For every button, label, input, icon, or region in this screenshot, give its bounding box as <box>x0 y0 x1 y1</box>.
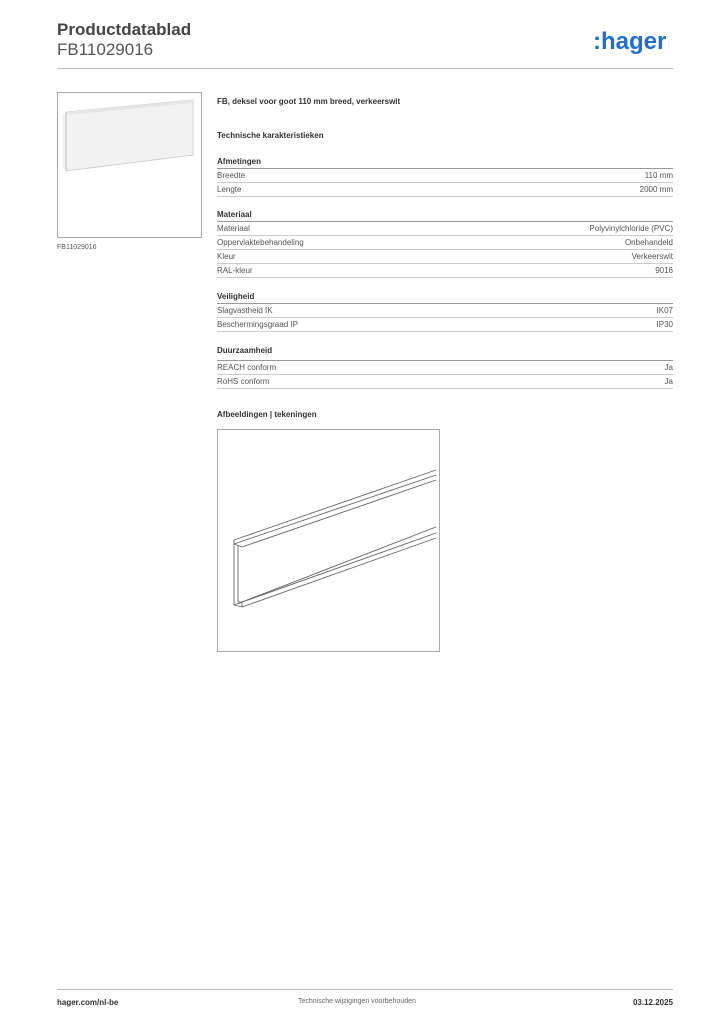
spec-group-title: Veiligheid <box>217 292 673 304</box>
spec-value: Verkeerswit <box>631 252 673 261</box>
spec-row <box>217 250 673 264</box>
spec-label: REACH conform <box>217 363 277 372</box>
spec-row <box>217 304 673 318</box>
cover-line-drawing <box>218 430 439 651</box>
spec-group-title: Afmetingen <box>217 157 673 169</box>
spec-label: RoHS conform <box>217 377 270 386</box>
spec-group-afmetingen <box>217 157 673 197</box>
spec-row <box>217 236 673 250</box>
header-divider <box>57 68 673 69</box>
footer-website[interactable]: hager.com/nl-be <box>57 998 119 1007</box>
spec-value: Onbehandeld <box>624 238 673 247</box>
product-code: FB11029016 <box>57 40 154 59</box>
spec-row <box>217 169 673 183</box>
spec-group-duurzaamheid <box>217 346 673 389</box>
footer-date: 03.12.2025 <box>632 998 673 1007</box>
spec-value: IP30 <box>656 320 673 329</box>
spec-value: Ja <box>664 377 673 386</box>
product-thumbnail <box>57 92 202 238</box>
spec-row <box>217 264 673 278</box>
spec-value: 2000 mm <box>639 185 673 194</box>
tech-characteristics-heading: Technische karakteristieken <box>217 131 324 140</box>
spec-row <box>217 318 673 332</box>
spec-group-title: Duurzaamheid <box>217 346 673 361</box>
spec-row <box>217 222 673 236</box>
hager-logo <box>593 27 675 57</box>
technical-drawing <box>217 429 440 652</box>
spec-label: Lengte <box>217 185 242 194</box>
spec-row <box>217 375 673 389</box>
svg-text::hager: :hager <box>593 28 667 55</box>
spec-label: RAL-kleur <box>217 266 253 275</box>
spec-label: Oppervlaktebehandeling <box>217 238 304 247</box>
spec-label: Beschermingsgraad IP <box>217 320 298 329</box>
spec-value: Polyvinylchloride (PVC) <box>589 224 673 233</box>
page-title: Productdatablad <box>57 20 192 39</box>
footer-divider <box>57 989 673 990</box>
spec-row <box>217 361 673 375</box>
thumbnail-caption: FB11029016 <box>57 244 97 251</box>
spec-group-materiaal <box>217 210 673 278</box>
product-title: FB, deksel voor goot 110 mm breed, verkeerswit <box>217 97 401 106</box>
spec-label: Kleur <box>217 252 236 261</box>
spec-label: Slagvastheid IK <box>217 306 273 315</box>
spec-value: 110 mm <box>644 171 673 180</box>
cover-thumbnail-image <box>58 93 201 237</box>
spec-label: Breedte <box>217 171 246 180</box>
spec-group-veiligheid <box>217 292 673 332</box>
spec-value: IK07 <box>656 306 673 315</box>
spec-group-title: Materiaal <box>217 210 673 222</box>
spec-label: Materiaal <box>217 224 250 233</box>
spec-value: Ja <box>664 363 673 372</box>
footer-notice: Technische wijzigingen voorbehouden <box>298 998 416 1005</box>
spec-value: 9016 <box>655 266 673 275</box>
spec-row <box>217 183 673 197</box>
drawings-heading: Afbeeldingen | tekeningen <box>217 410 317 419</box>
